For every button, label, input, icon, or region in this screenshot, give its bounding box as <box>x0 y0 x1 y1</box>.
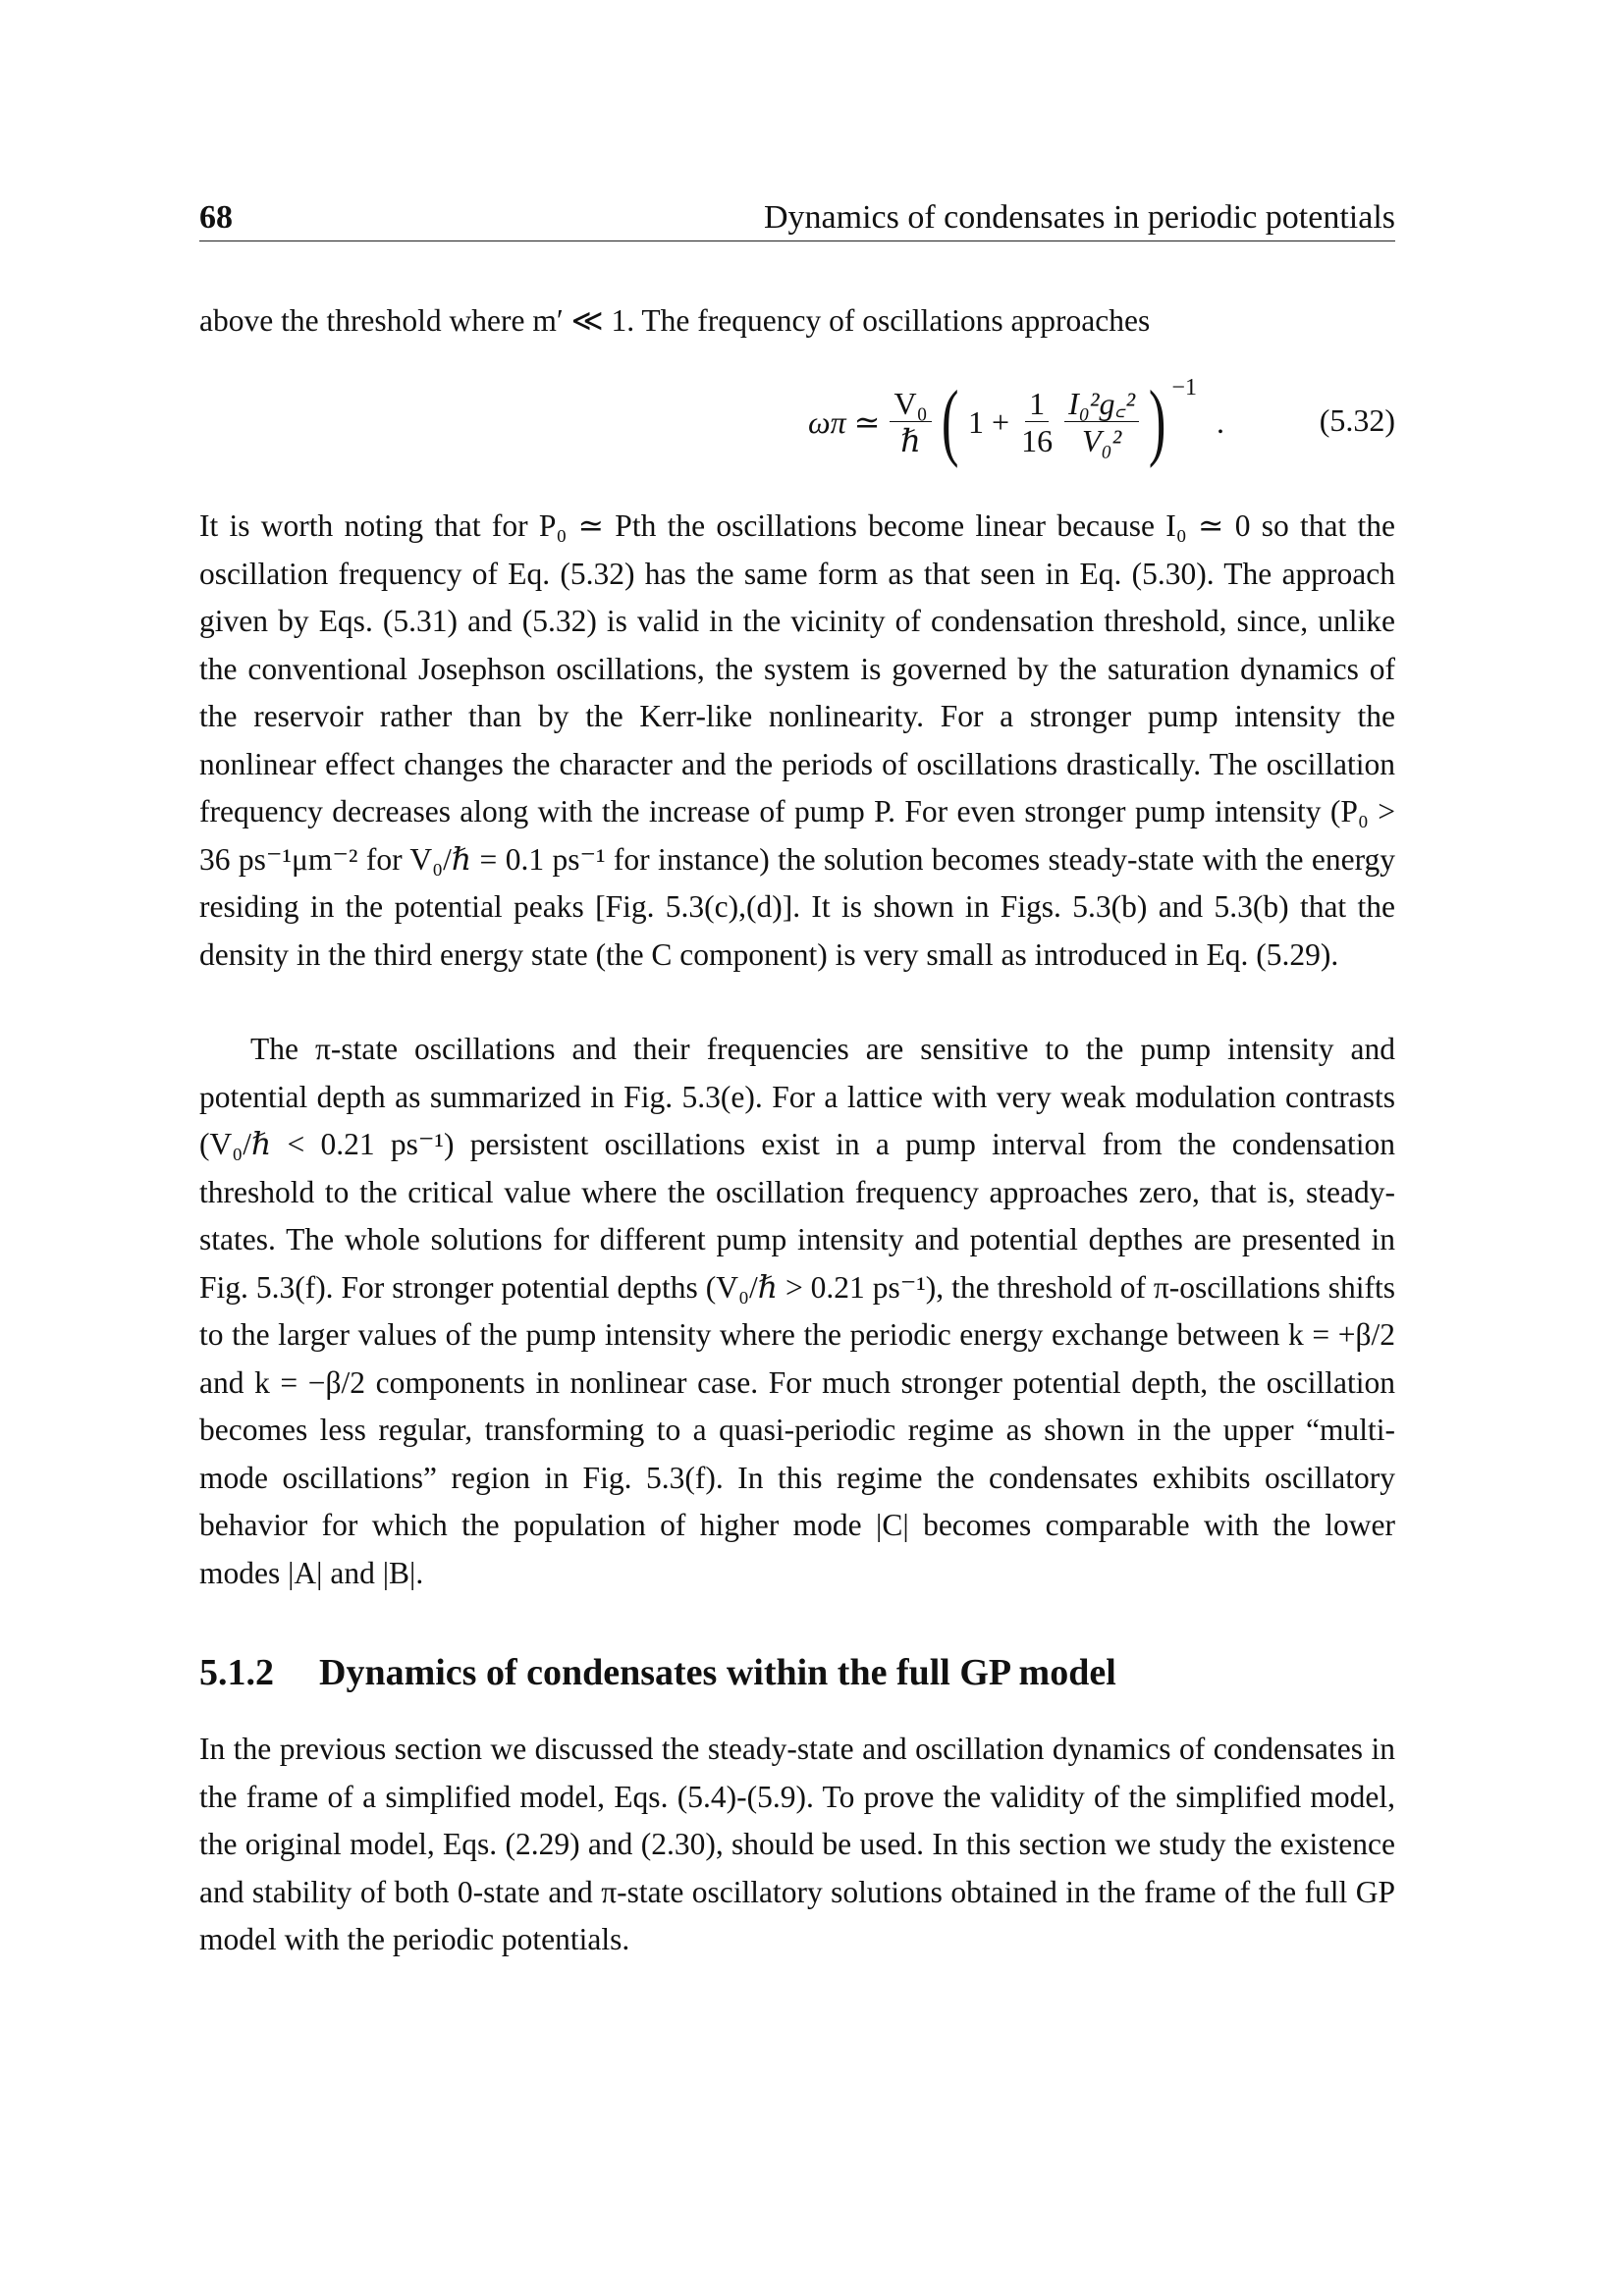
fraction-denominator: ℏ <box>900 422 921 458</box>
one-plus: 1 + <box>968 403 1010 440</box>
page-header <box>199 196 1395 241</box>
paragraph-linear-oscillations: It is worth noting that for P₀ ≃ Pth the oscillations become linear because I₀ ≃ 0 so that the oscillation frequency of Eq. (5.32) has the same form as that seen in Eq. (5.30). The approach given by Eqs. (5.31) and (5.32) is valid in the vicinity of condensation threshold, since, unlike the conventional Josephson oscillations, the system is governed by the saturation dynamics of the reservoir rather than by the Kerr-like nonlinearity. For a stronger pump intensity the nonlinear effect changes the character and the periods of oscillations drastically. The oscillation frequency decreases along with the increase of pump P. For even stronger pump intensity (P₀ > 36 ps⁻¹μm⁻² for V₀/ℏ = 0.1 ps⁻¹ for instance) the solution becomes steady-state with the energy residing in the potential peaks [Fig. 5.3(c),(d)]. It is shown in Figs. 5.3(b) and 5.3(b) that the density in the third energy state (the C component) is very small as introduced in Eq. (5.29). <box>199 508 1395 972</box>
equation-5-32 <box>199 373 1395 471</box>
equation-body <box>808 373 1224 471</box>
section-heading <box>199 1651 1395 1694</box>
fraction-one-sixteenth <box>1017 386 1056 459</box>
paragraph-intro: above the threshold where m′ ≪ 1. The frequency of oscillations approaches <box>199 303 1151 338</box>
section-number: 5.1.2 <box>199 1652 274 1693</box>
fraction-numerator: I₀²g꜀² <box>1064 386 1139 422</box>
fraction-i0g-v0 <box>1064 386 1139 459</box>
paragraph-pi-state: The π-state oscillations and their frequencies are sensitive to the pump intensity and potential depth as summarized in Fig. 5.3(e). For a lattice with very weak modulation contrasts (V₀/ℏ < 0.21 ps⁻¹) persistent oscillations exist in a pump interval from the condensation threshold to the critical value where the oscillation frequency approaches zero, that is, steady-states. The whole solutions for different pump intensity and potential depthes are presented in Fig. 5.3(f). For stronger potential depths (V₀/ℏ > 0.21 ps⁻¹), the threshold of π-oscillations shifts to the larger values of the pump intensity where the periodic energy exchange between k = +β/2 and k = −β/2 components in nonlinear case. For much stronger potential depth, the oscillation becomes less regular, transforming to a quasi-periodic regime as shown in the upper “multi-mode oscillations” region in Fig. 5.3(f). In this regime the condensates exhibits oscillatory behavior for which the population of higher mode |C| becomes comparable with the lower modes |A| and |B|. <box>199 1032 1395 1590</box>
fraction-numerator: 1 <box>1025 386 1049 422</box>
left-paren: ( <box>941 374 959 469</box>
equation-trailing-period: . <box>1216 403 1224 440</box>
equation-lhs: ωπ ≃ <box>808 404 881 440</box>
running-title: Dynamics of condensates in periodic potentials <box>764 199 1395 236</box>
equation-exponent: −1 <box>1171 375 1197 400</box>
fraction-v0-hbar <box>890 386 931 459</box>
equation-number: (5.32) <box>1319 402 1395 438</box>
section-title: Dynamics of condensates within the full GP model <box>319 1652 1116 1693</box>
fraction-numerator: V₀ <box>890 386 931 422</box>
fraction-denominator: 16 <box>1021 422 1054 458</box>
page-number: 68 <box>199 199 233 236</box>
fraction-denominator: V₀² <box>1081 422 1122 458</box>
right-paren: ) <box>1148 374 1166 469</box>
paragraph-full-gp-intro: In the previous section we discussed the steady-state and oscillation dynamics of condensates in the frame of a simplified model, Eqs. (5.4)-(5.9). To prove the validity of the simplified model, the original model, Eqs. (2.29) and (2.30), should be used. In this section we study the existence and stability of both 0-state and π-state oscillatory solutions obtained in the frame of the full GP model with the periodic potentials. <box>199 1732 1395 1956</box>
